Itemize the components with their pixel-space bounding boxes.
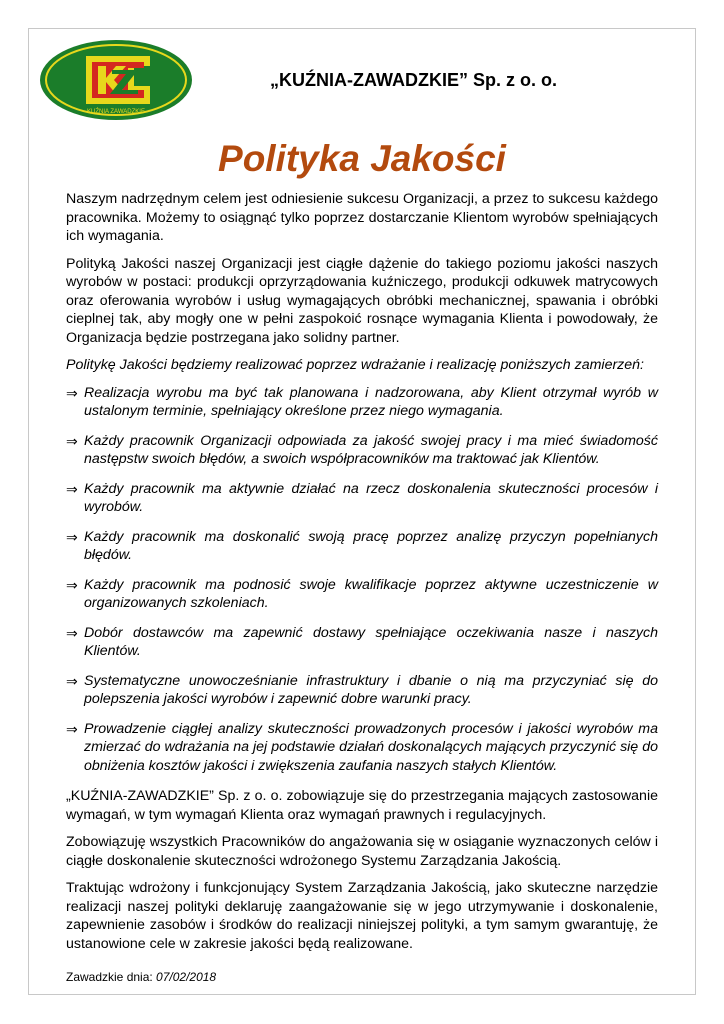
company-logo <box>38 38 194 122</box>
list-item-text: Każdy pracownik ma podnosić swoje kwalifikacje poprzez aktywne uczestniczenie w organizowanych szkoleniach. <box>84 576 658 611</box>
list-item-text: Systematyczne unowocześnianie infrastruktury i dbanie o nią ma przyczyniać się do polepszenia jakości wyrobów i zapewnić dobre warunki pracy. <box>84 672 658 707</box>
page-title: Polityka Jakości <box>218 138 506 179</box>
footer-label: Zawadzkie dnia: <box>66 970 157 984</box>
arrow-icon: ⇒ <box>66 720 78 737</box>
list-item-text: Realizacja wyrobu ma być tak planowana i nadzorowana, aby Klient otrzymał wyrób w ustalonym terminie, spełniający określone przez niego wymagania. <box>84 384 658 419</box>
list-item <box>66 432 658 469</box>
arrow-icon: ⇒ <box>66 672 78 689</box>
list-item <box>66 576 658 613</box>
list-item <box>66 624 658 661</box>
logo-text: KUŹNIA ZAWADZKIE <box>87 109 145 115</box>
footer-date: 07/02/2018 <box>156 970 217 984</box>
list-item <box>66 384 658 421</box>
outro-paragraph-1: „KUŹNIA-ZAWADZKIE” Sp. z o. o. zobowiązuje się do przestrzegania mających zastosowanie wymagań, w tym wymagań Klienta oraz wymagań prawnych i regulacyjnych. <box>66 788 658 823</box>
list-item <box>66 528 658 565</box>
company-name: „KUŹNIA-ZAWADZKIE” Sp. z o. o. <box>270 70 557 90</box>
arrow-icon: ⇒ <box>66 480 78 497</box>
arrow-icon: ⇒ <box>66 576 78 593</box>
arrow-icon: ⇒ <box>66 624 78 641</box>
policy-content <box>66 190 658 962</box>
intro-paragraph-2: Polityką Jakości naszej Organizacji jest ciągłe dążenie do takiego poziomu jakości naszych wyrobów w postaci: produkcji oprzyrządowania kuźniczego, produkcji odkuwek matrycowych oraz oferowania wyrobów i usług wymagających obróbki mechanicznej, spawania i obróbki cieplnej tak, aby mogły one w pełni zaspokoić rosnące wymagania Klienta i powodowały, że Organizacja będzie postrzegana jako solidny partner. <box>66 255 658 346</box>
intro-paragraph-3: Politykę Jakości będziemy realizować poprzez wdrażanie i realizację poniższych zamierzeń: <box>66 357 644 373</box>
footer-date-line <box>66 970 216 984</box>
outro-paragraph-3: Traktując wdrożony i funkcjonujący System Zarządzania Jakością, jako skuteczne narzędzie realizacji naszej polityki deklaruję zaangażowanie się w jego utrzymywanie i doskonalenie, zapewnienie zasobów i środków do realizacji niniejszej polityki, a tym samym gwarantuję, że ustanowione cele w zakresie jakości będą realizowane. <box>66 880 658 952</box>
arrow-icon: ⇒ <box>66 432 78 449</box>
list-item-text: Każdy pracownik ma doskonalić swoją pracę poprzez analizę przyczyn popełnianych błędów. <box>84 528 658 563</box>
outro-paragraph-2: Zobowiązuję wszystkich Pracowników do angażowania się w osiąganie wyznaczonych celów i ciągłe doskonalenie skuteczności wdrożonego Systemu Zarządzania Jakością. <box>66 834 658 869</box>
intro-paragraph-1: Naszym nadrzędnym celem jest odniesienie sukcesu Organizacji, a przez to sukcesu każdego pracownika. Możemy to osiągnąć tylko poprzez dostarczanie Klientom wyrobów spełniających ich wymagania. <box>66 191 658 244</box>
list-item <box>66 720 658 776</box>
list-item-text: Prowadzenie ciągłej analizy skuteczności prowadzonych procesów i jakości wyrobów ma zmierzać do wdrażania na jej podstawie działań doskonalących mających przyczynić się do obniżenia kosztów jakości i zwiększenia zaufania naszych stałych Klientów. <box>84 720 658 774</box>
arrow-icon: ⇒ <box>66 384 78 401</box>
arrow-icon: ⇒ <box>66 528 78 545</box>
list-item-text: Każdy pracownik Organizacji odpowiada za jakość swojej pracy i ma mieć świadomość następstw swoich błędów, a swoich współpracowników ma traktować jak Klientów. <box>84 432 658 467</box>
list-item <box>66 672 658 709</box>
list-item-text: Każdy pracownik ma aktywnie działać na rzecz doskonalenia skuteczności procesów i wyrobów. <box>84 480 658 515</box>
list-item <box>66 480 658 517</box>
list-item-text: Dobór dostawców ma zapewnić dostawy spełniające oczekiwania nasze i naszych Klientów. <box>84 624 658 659</box>
goals-list <box>66 384 658 776</box>
